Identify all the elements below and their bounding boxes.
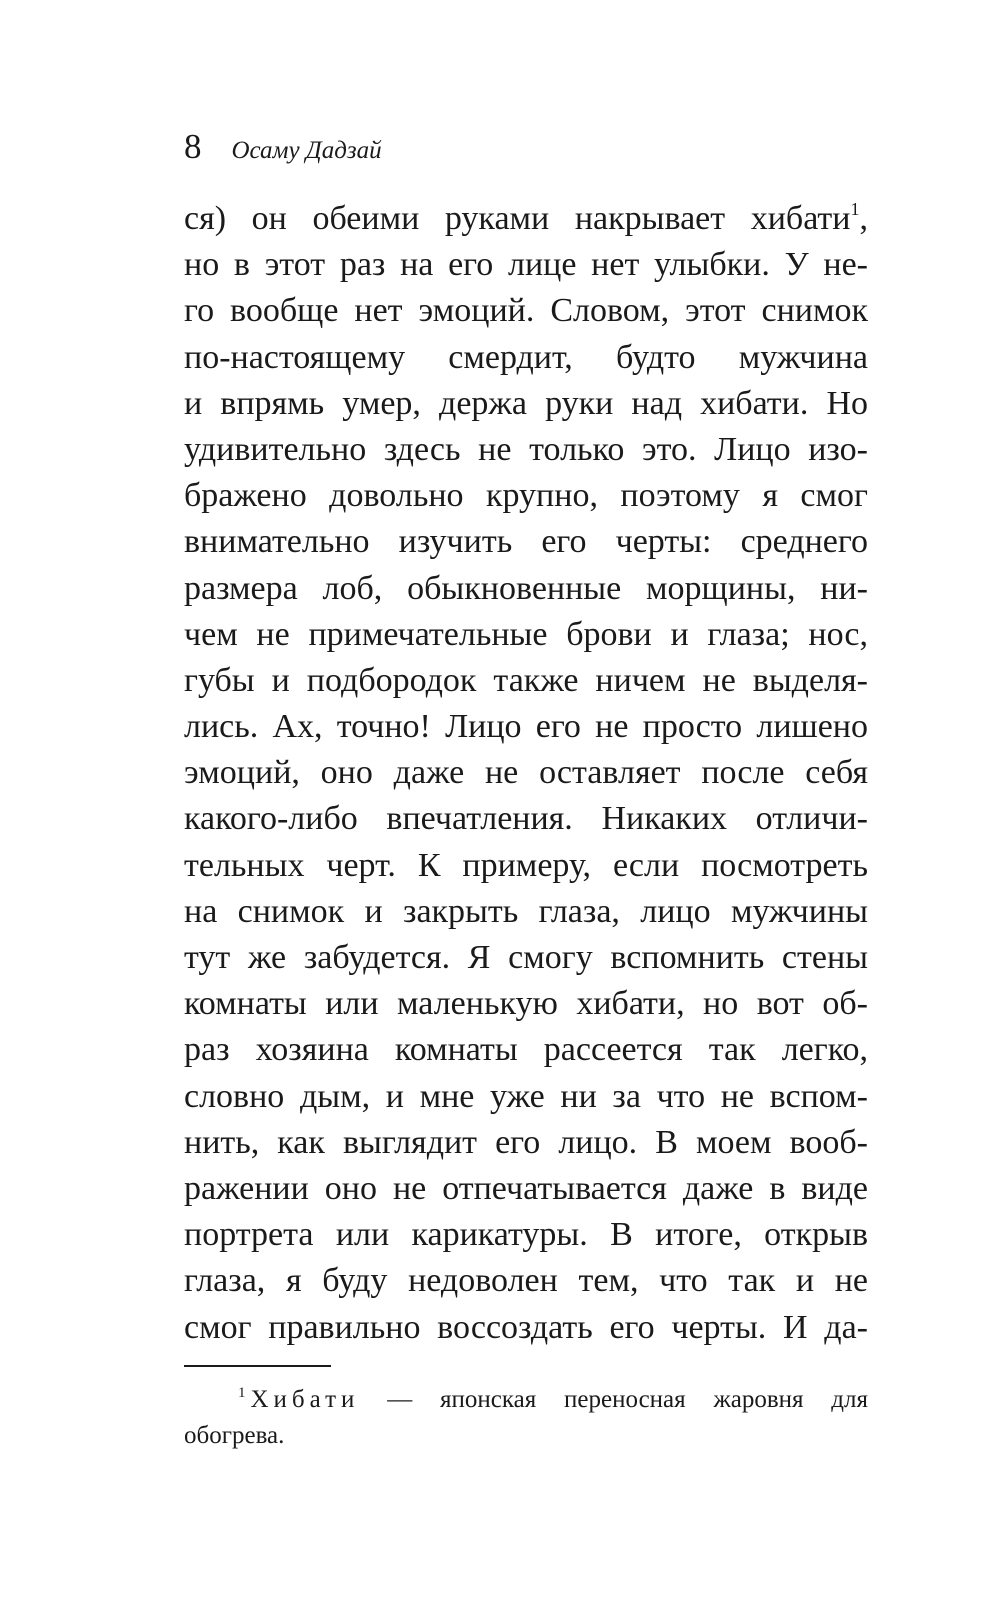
text-line: лись. Ах, точно! Лицо его не просто лишено: [184, 708, 868, 746]
footnote-separator: [184, 1365, 331, 1367]
text-line: тельных черт. К примеру, если посмотреть: [184, 846, 868, 884]
footnote-line: [184, 1382, 868, 1418]
footnote-term: Хибати: [250, 1386, 360, 1413]
text-line: и впрямь умер, держа руки над хибати. Но: [184, 384, 868, 422]
text-line: тут же забудется. Я смогу вспомнить стены: [184, 939, 868, 976]
text-line: [184, 196, 868, 242]
footnote-definition: — японская переносная жаровня для: [387, 1386, 868, 1413]
text-line-content: ся) он обеими руками накрывает хибати: [184, 200, 851, 237]
text-line: какого-либо впечатления. Никаких отличи-: [184, 800, 868, 838]
text-line: эмоций, оно даже не оставляет после себя: [184, 754, 868, 792]
text-line: по-настоящему смердит, будто мужчина: [184, 338, 868, 376]
footnote-line: обогрева.: [184, 1422, 285, 1449]
text-line: удивительно здесь не только это. Лицо изо-: [184, 430, 868, 468]
text-line: ражении оно не отпечатывается даже в виде: [184, 1169, 868, 1207]
text-line: раз хозяина комнаты рассеется так легко,: [184, 1031, 868, 1069]
text-line: губы и подбородок также ничем не выделя-: [184, 661, 868, 699]
text-line: на снимок и закрыть глаза, лицо мужчины: [184, 892, 868, 930]
footnote: [184, 1382, 868, 1454]
footnote-reference: 1: [850, 199, 860, 219]
text-line: чем не примечательные брови и глаза; нос,: [184, 615, 868, 653]
text-line: портрета или карикатуры. В итоге, открыв: [184, 1216, 868, 1254]
text-line: смог правильно воссоздать его черты. И да-: [184, 1308, 868, 1346]
text-line: внимательно изучить его черты: среднего: [184, 523, 868, 561]
text-line: глаза, я буду недоволен тем, что так и не: [184, 1262, 868, 1300]
text-line: го вообще нет эмоций. Словом, этот снимок: [184, 292, 868, 330]
text-line: но в этот раз на его лице нет улыбки. У не-: [184, 246, 868, 284]
running-head: [184, 124, 382, 170]
text-line: комнаты или маленькую хибати, но вот об-: [184, 985, 868, 1023]
running-title: Осаму Дадзай: [231, 137, 382, 164]
text-line-punctuation: ,: [859, 200, 868, 237]
text-line: нить, как выглядит его лицо. В моем вооб-: [184, 1123, 868, 1161]
text-line: словно дым, и мне уже ни за что не вспом-: [184, 1077, 868, 1115]
page-number: 8: [184, 127, 202, 166]
text-line: бражено довольно крупно, поэтому я смог: [184, 477, 868, 515]
text-line: размера лоб, обыкновенные морщины, ни-: [184, 569, 868, 607]
body-text: [184, 196, 868, 1351]
footnote-number: 1: [238, 1385, 246, 1401]
